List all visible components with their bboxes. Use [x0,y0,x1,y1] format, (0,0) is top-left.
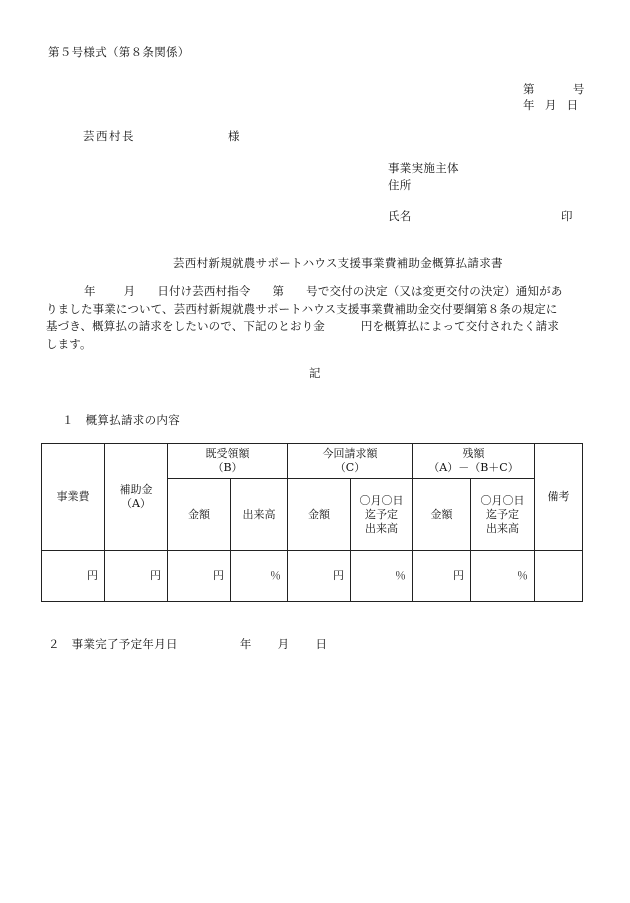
section-1-heading: １ 概算払請求の内容 [62,413,180,427]
applicant-seal: 印 [561,209,573,223]
cell-hojokin-yen: 円 [105,551,168,602]
section-2-tsuki: 月 [277,637,290,651]
subheader-kiju-dekidaka: 出来高 [231,479,288,551]
date-hi: 日 [566,98,579,112]
header-konkai: 今回請求額 （C） [288,444,413,479]
date-tsuki: 月 [544,98,557,112]
cell-kiju-yen: 円 [168,551,231,602]
section-2-hi: 日 [315,637,328,651]
header-zangaku: 残額 （A）－（B＋C） [413,444,535,479]
doc-number-go: 号 [572,82,585,96]
header-hojokin: 補助金 （A） [105,444,168,551]
subheader-zangaku-yotei: 〇月〇日 迄予定 出来高 [471,479,535,551]
request-table [41,443,583,602]
body-line-3: 基づき、概算払の請求をしたいので、下記のとおり金 円を概算払によって交付されたく請求 [46,319,559,333]
doc-number-line [523,81,585,97]
ki-heading: 記 [309,366,321,380]
doc-number-dai: 第 [523,82,535,96]
header-kiju: 既受領額 （B） [168,444,288,479]
body-line-4: します。 [46,336,92,351]
addressee-sama: 様 [228,129,240,143]
applicant-address: 住所 [388,178,412,192]
cell-konkai-yen: 円 [288,551,351,602]
header-jigyohi: 事業費 [42,444,105,551]
form-number: 第５号様式（第８条関係） [48,45,190,59]
section-2-nen: 年 [239,637,252,651]
applicant-entity: 事業実施主体 [388,161,459,175]
cell-jigyohi-yen: 円 [42,551,105,602]
document-title: 芸西村新規就農サポートハウス支援事業費補助金概算払請求書 [173,256,503,270]
subheader-kiju-kingaku: 金額 [168,479,231,551]
subheader-konkai-yotei: 〇月〇日 迄予定 出来高 [351,479,413,551]
body-paragraph [46,283,586,353]
cell-biko [535,551,583,602]
cell-konkai-pct: ％ [351,551,413,602]
date-nen: 年 [523,98,535,112]
body-line-2: りました事業について、芸西村新規就農サポートハウス支援事業費補助金交付要綱第８条の規定に [46,301,558,316]
cell-kiju-pct: ％ [231,551,288,602]
date-line [523,97,578,113]
section-2-label: ２ 事業完了予定年月日 [48,637,178,651]
cell-zangaku-pct: ％ [471,551,535,602]
subheader-konkai-kingaku: 金額 [288,479,351,551]
body-line-1: 年 月 日付け芸西村指令 第 号で交付の決定（又は変更交付の決定）通知があ [84,284,563,298]
applicant-name: 氏名 [388,209,412,223]
header-biko: 備考 [535,444,583,551]
cell-zangaku-yen: 円 [413,551,471,602]
section-2-line [48,636,327,652]
subheader-zangaku-kingaku: 金額 [413,479,471,551]
addressee-name: 芸西村長 [83,129,135,143]
